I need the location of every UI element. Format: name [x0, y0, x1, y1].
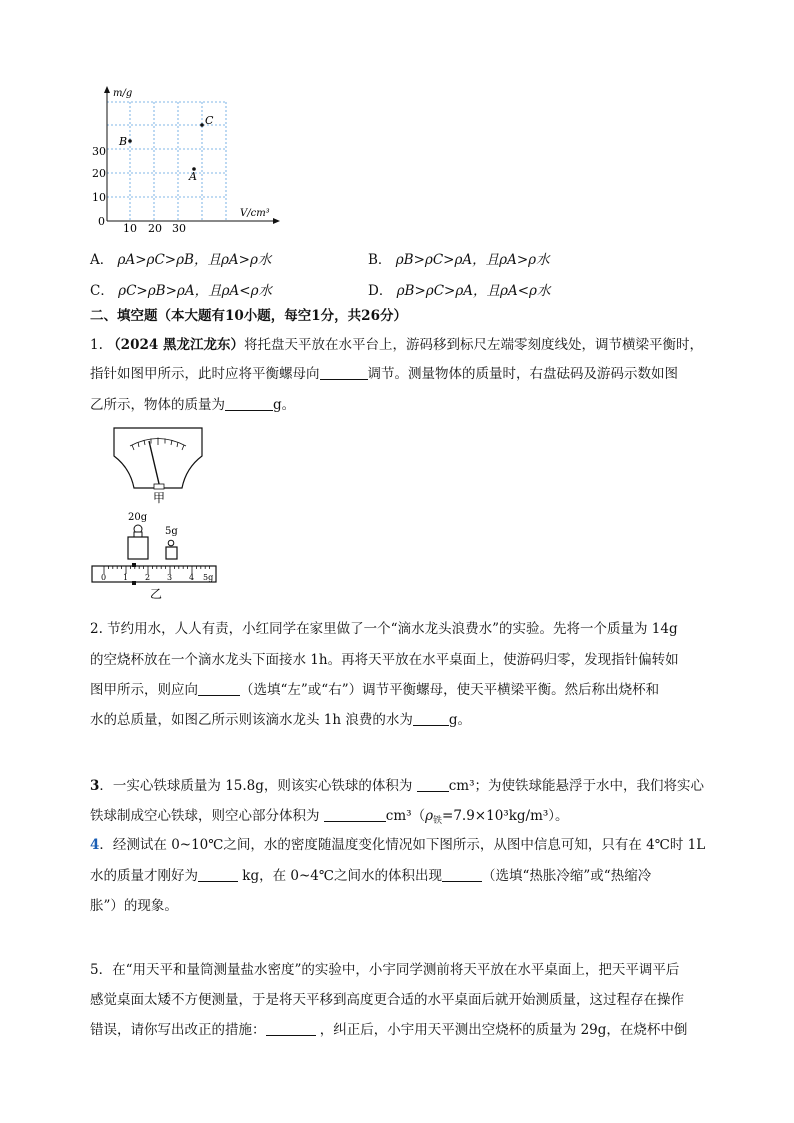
q2-blank-1[interactable]: [198, 681, 240, 696]
q1-number: 1.: [90, 337, 103, 353]
graph-y-tick-30: 30: [92, 145, 106, 158]
scale-label-1: 1: [123, 573, 129, 582]
q5-blank-1[interactable]: [266, 1021, 316, 1036]
choice-b-letter: B．: [368, 252, 392, 268]
choice-c-expression: ρC>ρB>ρA，且ρA<ρ水: [118, 283, 273, 299]
q4-line-3: 胀”）的现象。: [90, 898, 178, 914]
figure-label-yi: 乙: [150, 587, 163, 601]
choice-d-letter: D．: [368, 283, 393, 299]
q5-line-3-b: ，纠正后，小宇用天平测出空烧杯的质量为 29g，在烧杯中倒: [315, 1022, 688, 1038]
mass-volume-graph: [88, 84, 288, 234]
choice-b-expression: ρB>ρC>ρA，且ρA>ρ水: [395, 252, 550, 268]
q1-line-3-b: g。: [273, 397, 296, 413]
q4-line-1: [90, 833, 705, 853]
q2-line-3-a: 图甲所示，则应向: [90, 682, 198, 698]
q2-line-3-b: （选填“左”或“右”）调节平衡螺母，使天平横梁平衡。然后称出烧杯和: [240, 682, 660, 698]
scale-label-3: 3: [167, 573, 173, 582]
q3-line-1-b: cm³；为使铁球能悬浮于水中，我们将实心: [448, 778, 704, 794]
q3-line-2-b: cm³（: [385, 808, 426, 824]
q1-blank-2[interactable]: [225, 396, 273, 411]
q2-line-3: [90, 678, 659, 698]
q3-number: 3: [90, 778, 100, 794]
q4-line-2: [90, 864, 651, 884]
graph-x-arrow: [273, 218, 280, 224]
graph-x-axis-label: V/cm³: [240, 208, 270, 219]
weight-5g-label: 5g: [165, 526, 178, 537]
q3-blank-1[interactable]: [417, 777, 449, 792]
q2-line-2: 的空烧杯放在一个滴水龙头下面接水 1h。再将天平放在水平桌面上，使游码归零，发现指针偏转如: [90, 652, 679, 668]
graph-y-arrow: [104, 86, 110, 93]
rider-scale-bar: [92, 566, 216, 582]
q1-source: （2024 黑龙江龙东）: [107, 337, 244, 353]
scale-label-5g: 5g: [203, 573, 214, 582]
q5-line-3: [90, 1018, 687, 1038]
weight-20g-neck: [134, 532, 142, 537]
q4-line-2-c: （选填“热胀冷缩”或“热缩冷: [482, 868, 652, 884]
graph-x-tick-30: 30: [172, 222, 186, 234]
choice-a: [90, 250, 271, 270]
choice-a-letter: A．: [90, 252, 114, 268]
q1-line-2-a: 指针如图甲所示，此时应将平衡螺母向: [90, 366, 320, 382]
q3-line-1-a: ．一实心铁球质量为 15.8g，则该实心铁球的体积为: [99, 778, 417, 794]
q1-line-2: [90, 362, 678, 382]
weight-5g-body: [166, 547, 177, 559]
choice-c: [90, 281, 272, 301]
q3-line-1: [90, 774, 704, 794]
graph-x-tick-10: 10: [123, 222, 137, 234]
graph-x-tick-20: 20: [148, 222, 162, 234]
q1-line-3: [90, 393, 295, 413]
q5-line-3-a: 错误，请你写出改正的措施：: [90, 1022, 266, 1038]
choice-a-expression: ρA>ρC>ρB，且ρA>ρ水: [117, 252, 272, 268]
rider-marker-bottom: [132, 581, 136, 585]
q3-line-2-c: =7.9×10³kg/m³）。: [442, 808, 569, 824]
q3-line-2: [90, 804, 569, 826]
q4-line-2-b: kg，在 0~4℃之间水的体积出现: [238, 868, 442, 884]
choice-d: [368, 281, 551, 301]
graph-point-b-label: B: [119, 135, 128, 148]
q5-line-2: 感觉桌面太矮不方便测量，于是将天平移到高度更合适的水平桌面后就开始测质量，这过程存在操作: [90, 992, 684, 1008]
balance-pointer-figure: [108, 422, 208, 504]
graph-point-c: [200, 123, 204, 127]
weights-and-scale-figure: [90, 508, 220, 602]
scale-label-2: 2: [145, 573, 151, 582]
q3-line-2-a: 铁球制成空心铁球，则空心部分体积为: [90, 808, 324, 824]
choice-c-letter: C．: [90, 283, 114, 299]
graph-point-a-label: A: [189, 170, 197, 183]
rider-marker-top: [132, 563, 136, 567]
q3-rho-subscript: 铁: [433, 816, 443, 826]
q4-blank-2[interactable]: [442, 867, 482, 882]
q2-line-4-a: 水的总质量，如图乙所示则该滴水龙头 1h 浪费的水为: [90, 712, 413, 728]
q3-blank-2[interactable]: [324, 807, 386, 822]
q1-line-3-a: 乙所示，物体的质量为: [90, 397, 225, 413]
q4-number: 4: [90, 837, 100, 853]
pointer-pivot: [154, 484, 164, 489]
scale-label-4: 4: [189, 573, 195, 582]
q3-rho-symbol: ρ: [425, 808, 434, 824]
graph-y-tick-10: 10: [92, 191, 106, 204]
graph-point-c-label: C: [205, 114, 214, 127]
graph-y-tick-0: 0: [98, 215, 105, 228]
q1-line-2-b: 调节。测量物体的质量时，右盘砝码及游码示数如图: [367, 366, 678, 382]
q1-line-1-text: 将托盘天平放在水平台上，游码移到标尺左端零刻度线处，调节横梁平衡时，: [243, 337, 703, 353]
choice-d-expression: ρB>ρC>ρA，且ρA<ρ水: [396, 283, 551, 299]
q4-line-2-a: 水的质量才刚好为: [90, 868, 198, 884]
q2-blank-2[interactable]: [413, 711, 449, 726]
q5-line-1: 5．在“用天平和量筒测量盐水密度”的实验中，小宇同学测前将天平放在水平桌面上，把天平调平后: [90, 962, 680, 978]
choice-b: [368, 250, 550, 270]
q1-line-1: [90, 333, 703, 353]
section-2-heading: 二、填空题（本大题有10小题，每空1分，共26分）: [90, 308, 407, 324]
weight-20g-label: 20g: [128, 512, 148, 523]
graph-y-tick-20: 20: [92, 167, 106, 180]
q4-line-1-text: ．经测试在 0~10℃之间，水的密度随温度变化情况如下图所示，从图中信息可知，只有在 4℃时 1L: [99, 837, 706, 853]
q1-blank-1[interactable]: [320, 365, 368, 380]
graph-point-b: [128, 139, 132, 143]
q4-blank-1[interactable]: [198, 867, 238, 882]
q2-line-4: [90, 708, 471, 728]
q2-line-1: 2. 节约用水，人人有责，小红同学在家里做了一个“滴水龙头浪费水”的实验。先将一个质量为 14g: [90, 621, 678, 637]
q2-line-4-b: g。: [448, 712, 472, 728]
figure-label-jia: 甲: [153, 491, 166, 504]
graph-y-axis-label: m/g: [113, 88, 133, 99]
weight-5g-knob: [168, 540, 174, 546]
weight-20g-body: [128, 537, 148, 559]
scale-label-0: 0: [101, 573, 107, 582]
